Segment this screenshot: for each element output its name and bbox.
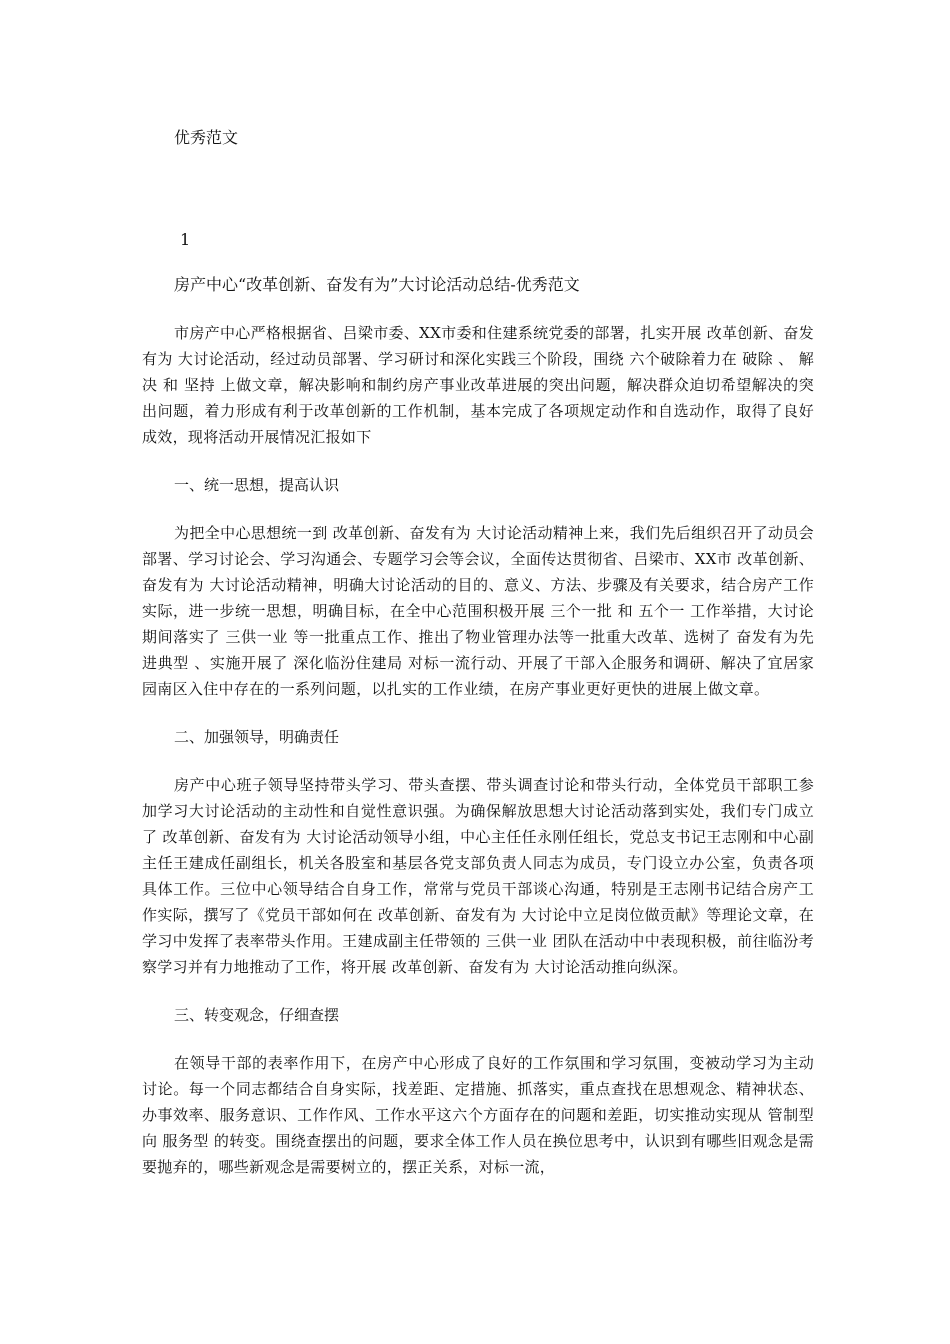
section-paragraph: 为把全中心思想统一到 改革创新、奋发有为 大讨论活动精神上来，我们先后组织召开了动员会部署、学习讨论会、学习沟通会、专题学习会等会议，全面传达贯彻省、吕梁市、XX市 改革创新、奋发有为 大讨论活动精神，明确大讨论活动的目的、意义、方法、步骤及有关要求，结合房产工作实际，进一步统一思想，明确目标，在全中心范围积极开展 三个一批 和 五个一 工作举措，大讨论期间落实了 三供一业 等一批重点工作、推出了物业管理办法等一批重大改革、选树了 奋发有为先进典型 、实施开展了 深化临汾住建局 对标一流行动、开展了干部入企服务和调研、解决了宜居家园南区入住中存在的一系列问题，以扎实的工作业绩，在房产事业更好更快的进展上做文章。	[142, 524, 814, 698]
section-heading: 二、加强领导，明确责任	[174, 728, 340, 746]
document-title: 房产中心“改革创新、奋发有为”大讨论活动总结-优秀范文	[174, 275, 580, 294]
header-label: 优秀范文	[174, 128, 239, 147]
document-body	[142, 272, 814, 1202]
page-number: 1	[180, 230, 191, 249]
section-paragraph: 房产中心班子领导坚持带头学习、带头查摆、带头调查讨论和带头行动，全体党员干部职工参加学习大讨论活动的主动性和自觉性意识强。为确保解放思想大讨论活动落到实处，我们专门成立了 改革创新、奋发有为 大讨论活动领导小组，中心主任任永刚任组长，党总支书记王志刚和中心副主任王建成任副组长，机关各股室和基层各党支部负责人同志为成员，专门设立办公室，负责各项具体工作。三位中心领导结合自身工作，常常与党员干部谈心沟通，特别是王志刚书记结合房产工作实际，撰写了《党员干部如何在 改革创新、奋发有为 大讨论中立足岗位做贡献》等理论文章，在学习中发挥了表率带头作用。王建成副主任带领的 三供一业 团队在活动中中表现积极，前往临汾考察学习并有力地推动了工作，将开展 改革创新、奋发有为 大讨论活动推向纵深。	[142, 776, 814, 976]
section-paragraph: 在领导干部的表率作用下，在房产中心形成了良好的工作氛围和学习氛围，变被动学习为主动讨论。每一个同志都结合自身实际，找差距、定措施、抓落实，重点查找在思想观念、精神状态、办事效率、服务意识、工作作风、工作水平这六个方面存在的问题和差距，切实推动实现从 管制型 向 服务型 的转变。围绕查摆出的问题，要求全体工作人员在换位思考中，认识到有哪些旧观念是需要抛弃的，哪些新观念是需要树立的，摆正关系，对标一流，	[142, 1054, 814, 1176]
section-heading: 三、转变观念，仔细查摆	[174, 1006, 340, 1024]
intro-paragraph: 市房产中心严格根据省、吕梁市委、XX市委和住建系统党委的部署，扎实开展 改革创新、奋发有为 大讨论活动，经过动员部署、学习研讨和深化实践三个阶段，围绕 六个破除着力在 破除 、 解决 和 坚持 上做文章，解决影响和制约房产事业改革进展的突出问题，解决群众迫切希望解决的突出问题，着力形成有利于改革创新的工作机制，基本完成了各项规定动作和自选动作，取得了良好成效，现将活动开展情况汇报如下	[142, 324, 814, 446]
section-heading: 一、统一思想，提高认识	[174, 476, 340, 494]
